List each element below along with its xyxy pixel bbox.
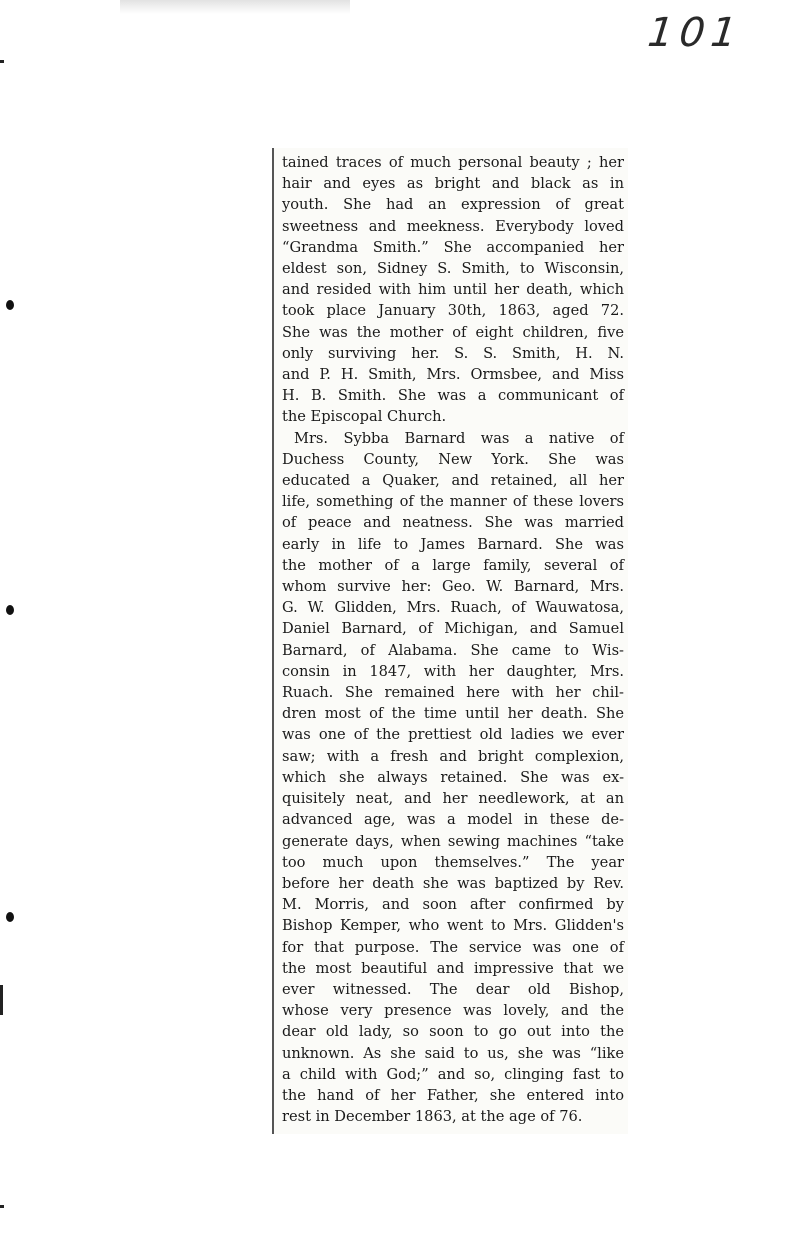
article-line: early in life to James Barnard. She was bbox=[282, 535, 624, 553]
page-number: 101 bbox=[645, 10, 745, 56]
article-line: Ruach. She remained here with her chil- bbox=[282, 684, 624, 702]
article-line: was one of the prettiest old ladies we ever bbox=[282, 726, 624, 744]
article-line: before her death she was baptized by Rev. bbox=[282, 874, 624, 892]
article-line: whom survive her: Geo. W. Barnard, Mrs. bbox=[282, 578, 624, 596]
article-column bbox=[282, 152, 624, 1127]
article-line: educated a Quaker, and retained, all her bbox=[282, 472, 624, 490]
article-line: G. W. Glidden, Mrs. Ruach, of Wauwatosa, bbox=[282, 599, 624, 617]
article-line: H. B. Smith. She was a communicant of bbox=[282, 387, 624, 405]
article-line: and P. H. Smith, Mrs. Ormsbee, and Miss bbox=[282, 366, 624, 384]
article-line: whose very presence was lovely, and the bbox=[282, 1002, 624, 1020]
article-line: a child with God;” and so, clinging fast to bbox=[282, 1065, 624, 1083]
binding-hole-mark bbox=[6, 912, 14, 922]
article-line: for that purpose. The service was one of bbox=[282, 938, 624, 956]
article-line: She was the mother of eight children, five bbox=[282, 323, 624, 341]
article-line: sweetness and meekness. Everybody loved bbox=[282, 217, 624, 235]
article-line: Mrs. Sybba Barnard was a native of bbox=[294, 429, 624, 447]
article-line: the hand of her Father, she entered into bbox=[282, 1086, 624, 1104]
article-line: consin in 1847, with her daughter, Mrs. bbox=[282, 662, 624, 680]
article-line: of peace and neatness. She was married bbox=[282, 514, 624, 532]
article-line: M. Morris, and soon after confirmed by bbox=[282, 896, 624, 914]
article-line: Duchess County, New York. She was bbox=[282, 450, 624, 468]
page-edge-mark bbox=[0, 60, 4, 63]
article-line: rest in December 1863, at the age of 76. bbox=[282, 1108, 583, 1126]
article-line: quisitely neat, and her needlework, at an bbox=[282, 790, 624, 808]
article-line: “Grandma Smith.” She accompanied her bbox=[282, 238, 624, 256]
article-line: only surviving her. S. S. Smith, H. N. bbox=[282, 344, 624, 362]
article-line: advanced age, was a model in these de- bbox=[282, 811, 624, 829]
article-line: dear old lady, so soon to go out into the bbox=[282, 1023, 624, 1041]
scan-smudge bbox=[120, 0, 350, 14]
article-paragraph bbox=[282, 428, 624, 1128]
article-line: eldest son, Sidney S. Smith, to Wisconsin, bbox=[282, 260, 624, 278]
article-line: the most beautiful and impressive that we bbox=[282, 959, 624, 977]
page-edge-mark bbox=[0, 1205, 4, 1208]
article-line: tained traces of much personal beauty ; her bbox=[282, 154, 624, 171]
article-line: and resided with him until her death, which bbox=[282, 281, 624, 299]
article-line: dren most of the time until her death. She bbox=[282, 705, 624, 723]
article-line: life, something of the manner of these lovers bbox=[282, 493, 624, 511]
article-line: which she always retained. She was ex- bbox=[282, 768, 624, 786]
article-line: Barnard, of Alabama. She came to Wis- bbox=[282, 641, 624, 659]
article-line: too much upon themselves.” The year bbox=[282, 853, 624, 871]
article-line: Bishop Kemper, who went to Mrs. Glidden's bbox=[282, 917, 624, 935]
article-line: ever witnessed. The dear old Bishop, bbox=[282, 980, 624, 998]
article-line: Daniel Barnard, of Michigan, and Samuel bbox=[282, 620, 624, 638]
article-line: the Episcopal Church. bbox=[282, 408, 447, 426]
article-line: generate days, when sewing machines “take bbox=[282, 832, 624, 850]
article-line: hair and eyes as bright and black as in bbox=[282, 175, 624, 193]
page-edge-mark bbox=[0, 985, 3, 1015]
article-line: unknown. As she said to us, she was “like bbox=[282, 1044, 624, 1062]
article-line: youth. She had an expression of great bbox=[282, 196, 624, 214]
binding-hole-mark bbox=[6, 300, 14, 310]
article-line: saw; with a fresh and bright complexion, bbox=[282, 747, 624, 765]
article-line: took place January 30th, 1863, aged 72. bbox=[282, 302, 624, 320]
article-paragraph bbox=[282, 152, 624, 428]
binding-hole-mark bbox=[6, 605, 14, 615]
article-line: the mother of a large family, several of bbox=[282, 556, 624, 574]
